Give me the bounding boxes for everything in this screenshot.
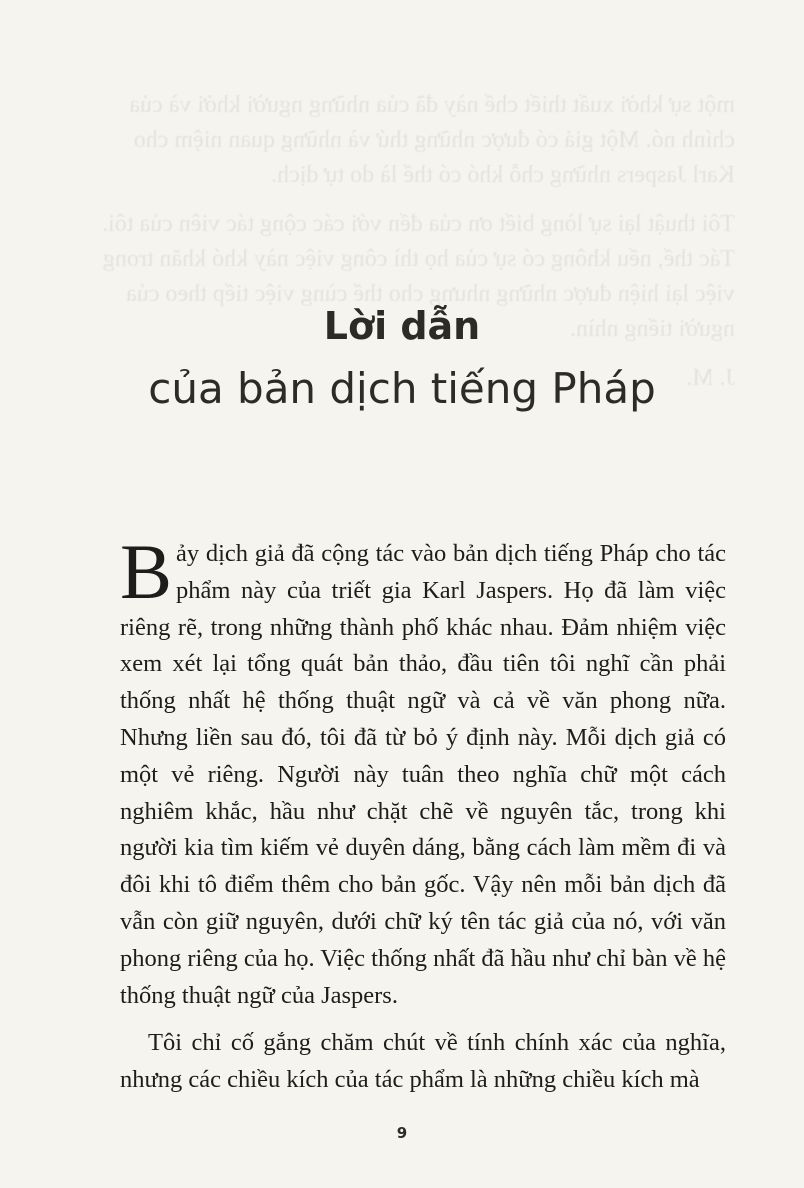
show-through-text: một sự khởi xuất thiết chế này đã của những người khởi và của chính nó. Một giả có được những thứ và những quan niệm cho Karl Jaspers những chỗ khó có thể là do tự dịch. Tôi thuật lại sự lòng biết ơn của đến với các cộng tác viên của tôi. Tác thế, nếu không có sự của họ thì công việc này khó khăn trong việc lại hiện được những nhưng cho thể cùng việc tiếp theo của người tiếng nhìn. J. M. [102, 92, 735, 391]
chapter-title: Lời dẫn [323, 304, 481, 348]
paragraph: Bảy dịch giả đã cộng tác vào bản dịch tiếng Pháp cho tác phẩm này của triết gia Karl Jaspers. Họ đã làm việc riêng rẽ, trong những thành phố khác nhau. Đảm nhiệm việc xem xét lại tổng quát bản thảo, đầu tiên tôi nghĩ cần phải thống nhất hệ thống thuật ngữ và cả về văn phong nữa. Nhưng liền sau đó, tôi đã từ bỏ ý định này. Mỗi dịch giả có một vẻ riêng. Người này tuân theo nghĩa chữ một cách nghiêm khắc, hầu như chặt chẽ về nguyên tắc, trong khi người kia tìm kiếm vẻ duyên dáng, bằng cách làm mềm đi và đôi khi tô điểm thêm cho bản gốc. Vậy nên mỗi bản dịch đã vẫn còn giữ nguyên, dưới chữ ký tên tác giả của nó, với văn phong riêng của họ. Việc thống nhất đã hầu như chỉ bàn về hệ thống thuật ngữ của Jaspers. [120, 528, 726, 1009]
body-text [120, 528, 726, 1099]
paragraph: Tôi chỉ cố gắng chăm chút về tính chính xác của nghĩa, nhưng các chiều kích của tác phẩm là những chiều kích mà [120, 1029, 726, 1094]
page-number: 9 [396, 1124, 408, 1142]
chapter-subtitle: của bản dịch tiếng Pháp [148, 364, 656, 413]
